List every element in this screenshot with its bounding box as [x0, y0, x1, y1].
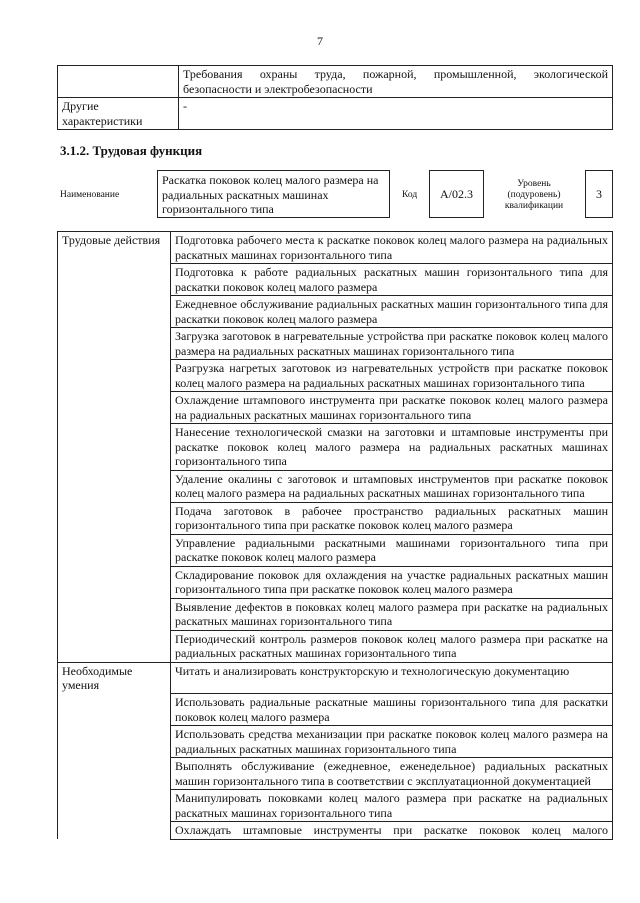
- table-row: [58, 360, 613, 392]
- required-skill: Охлаждать штамповые инструменты при раскатке поковок колец малого: [171, 822, 613, 840]
- table-row: [58, 470, 613, 502]
- labor-action: Подготовка рабочего места к раскатке поковок колец малого размера на радиальных раскатных машинах горизонтального типа: [171, 232, 613, 264]
- function-name-box: [157, 170, 390, 218]
- table-row: [58, 694, 613, 726]
- code-box: [429, 170, 484, 218]
- required-skill: Выполнять обслуживание (ежедневное, еженедельное) радиальных раскатных машин горизонтального типа в соответствии с эксплуатационной документацией: [171, 758, 613, 790]
- table-row: [58, 598, 613, 630]
- labor-action: Разгрузка нагретых заготовок из нагревательных устройств при раскатке поковок колец малого размера на радиальных раскатных машинах горизонтального типа: [171, 360, 613, 392]
- row-value: -: [179, 98, 613, 130]
- table-row: [58, 566, 613, 598]
- required-skill: Использовать радиальные раскатные машины горизонтального типа для раскатки поковок колец малого размера: [171, 694, 613, 726]
- table-row: [58, 424, 613, 471]
- function-name: Раскатка поковок колец малого размера на радиальных раскатных машинах горизонтального типа: [162, 173, 379, 216]
- level-label: Уровень (подуровень) квалификации: [504, 179, 564, 211]
- page-number: 7: [317, 34, 323, 48]
- row-label: Другие характеристики: [58, 98, 179, 130]
- labor-action: Удаление окалины с заготовок и штамповых инструментов при раскатке поковок колец малого размера на радиальных раскатных машинах горизонтального типа: [171, 470, 613, 502]
- table-row: [58, 98, 613, 130]
- section-title: 3.1.2. Трудовая функция: [60, 143, 203, 158]
- table-row: [58, 66, 613, 98]
- labor-action: Складирование поковок для охлаждения на участке радиальных раскатных машин горизонтального типа при раскатке поковок колец малого размера: [171, 566, 613, 598]
- row-value: Требования охраны труда, пожарной, промышленной, экологической безопасности и электробезопасности: [179, 66, 613, 98]
- table-row: [58, 296, 613, 328]
- table-row: [58, 790, 613, 822]
- table-row: [58, 232, 613, 264]
- labor-action: Охлаждение штампового инструмента при раскатке поковок колец малого размера на радиальных раскатных машинах горизонтального типа: [171, 392, 613, 424]
- required-skill: Читать и анализировать конструкторскую и технологическую документацию: [171, 662, 613, 694]
- labor-action: Периодический контроль размеров поковок колец малого размера при раскатке на радиальных раскатных машинах горизонтального типа: [171, 630, 613, 662]
- level-value: 3: [596, 187, 602, 201]
- required-skill: Манипулировать поковками колец малого размера при раскатке на радиальных раскатных машинах горизонтального типа: [171, 790, 613, 822]
- labor-action: Подготовка к работе радиальных раскатных машин горизонтального типа для раскатки поковок колец малого размера: [171, 264, 613, 296]
- table-row: [58, 662, 613, 694]
- labor-action: Нанесение технологической смазки на заготовки и штамповые инструменты при раскатке поковок колец малого размера на радиальных раскатных машинах горизонтального типа: [171, 424, 613, 471]
- table-row: [58, 534, 613, 566]
- labor-action: Управление радиальными раскатными машинами горизонтального типа при раскатке поковок колец малого размера: [171, 534, 613, 566]
- level-box: [585, 170, 613, 218]
- main-table: [57, 231, 613, 840]
- required-skill: Использовать средства механизации при раскатке поковок колец малого размера на радиальных раскатных машинах горизонтального типа: [171, 726, 613, 758]
- labor-action: Ежедневное обслуживание радиальных раскатных машин горизонтального типа для раскатки поковок колец малого размера: [171, 296, 613, 328]
- labor-action: Загрузка заготовок в нагревательные устройства при раскатке поковок колец малого размера на радиальных раскатных машинах горизонтального типа: [171, 328, 613, 360]
- name-label: Наименование: [60, 190, 120, 200]
- table-row: [58, 822, 613, 840]
- code-value: A/02.3: [440, 187, 473, 201]
- labor-actions-label: Трудовые действия: [58, 232, 171, 264]
- table-row: [58, 264, 613, 296]
- labor-action: Выявление дефектов в поковках колец малого размера при раскатке на радиальных раскатных машинах горизонтального типа: [171, 598, 613, 630]
- code-label: Код: [402, 190, 418, 200]
- table-row: [58, 328, 613, 360]
- table-row: [58, 726, 613, 758]
- table-row: [58, 392, 613, 424]
- row-label: [58, 66, 179, 98]
- table-row: [58, 502, 613, 534]
- top-table: [57, 65, 613, 130]
- table-row: [58, 630, 613, 662]
- table-row: [58, 758, 613, 790]
- labor-action: Подача заготовок в рабочее пространство радиальных раскатных машин горизонтального типа при раскатке поковок колец малого размера: [171, 502, 613, 534]
- required-skills-label: Необходимые умения: [58, 662, 171, 694]
